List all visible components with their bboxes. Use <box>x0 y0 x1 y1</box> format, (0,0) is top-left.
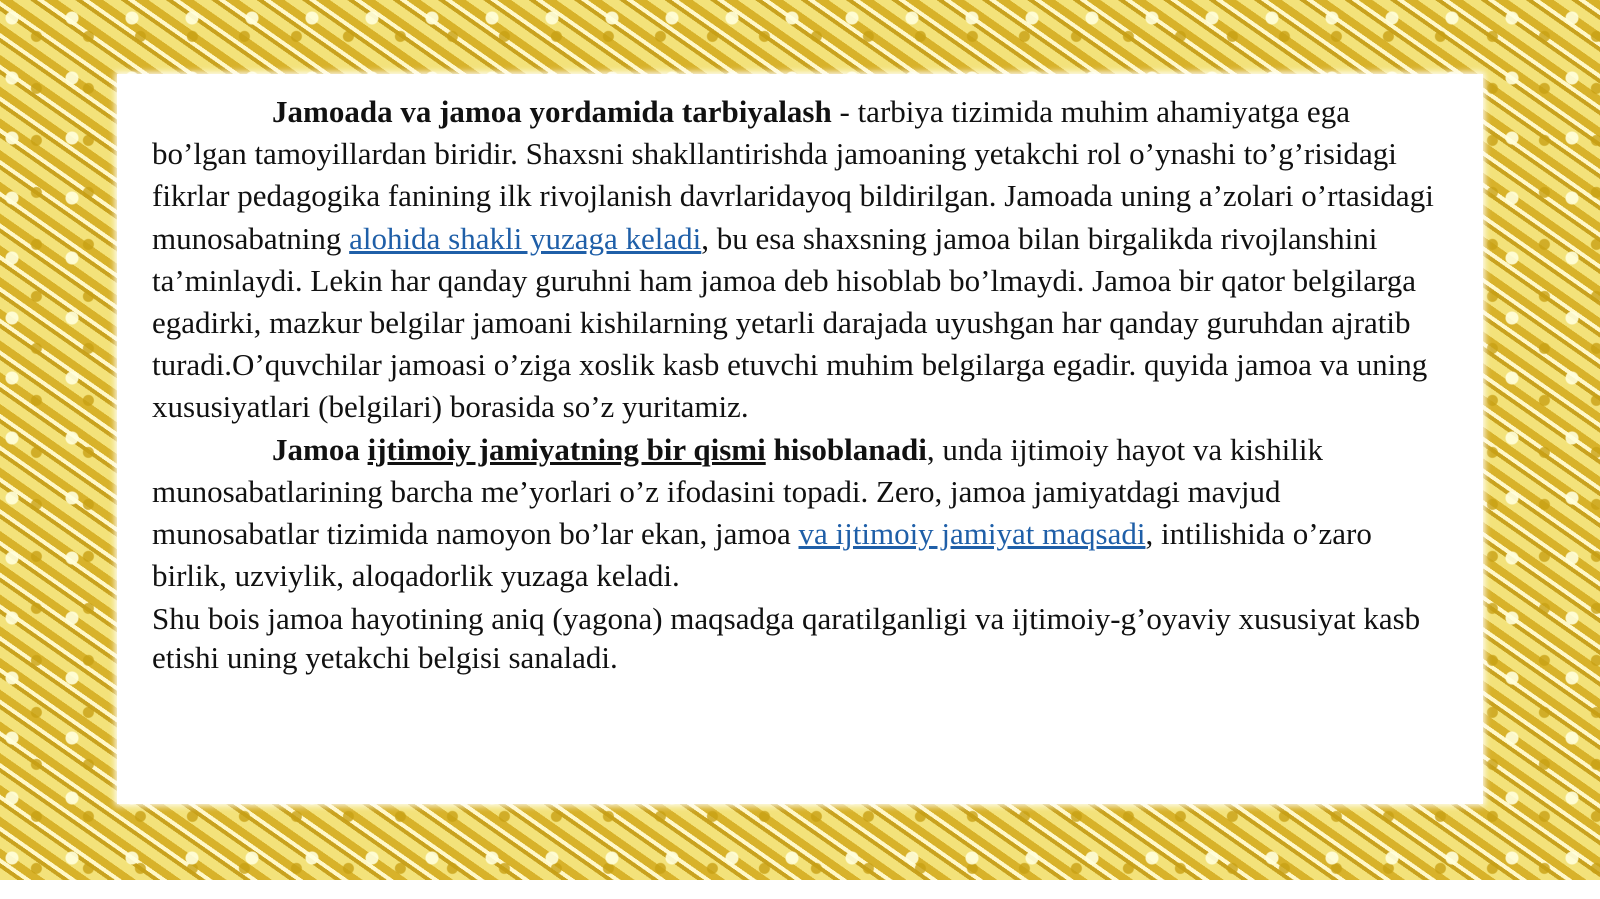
link-alohida-shakli[interactable]: alohida shakli yuzaga keladi <box>349 220 702 256</box>
paragraph-2-text-b: , intilishida o’zaro birlik, uzviylik, aloqadorlik yuzaga keladi. <box>152 516 1372 594</box>
paragraph-1 <box>152 91 1452 429</box>
paragraph-2-lead-end: hisoblanadi <box>765 431 927 467</box>
paragraph-3: Shu bois jamoa hayotining aniq (yagona) maqsadga qaratilganligi va ijtimoiy-g’oyaviy xususiyat kasb etishi uning yetakchi belgisi sanaladi. <box>152 601 1421 676</box>
paragraph-1-text-a: - tarbiya tizimida muhim ahamiyatga ega bo’lgan tamoyillardan biridir. Shaxsni shakllantirishda jamoaning yetakchi rol o’ynashi to’g’risidagi fikrlar pedagogika fanining ilk rivojlanish davrlaridayoq bildirilgan. Jamoada uning a’zolari o’rtasidagi munosabatning <box>152 94 1434 256</box>
paragraph-1-lead: Jamoada va jamoa yordamida tarbiyalash <box>272 94 832 129</box>
text-block <box>152 91 1452 677</box>
paragraph-2-text-a: , unda ijtimoiy hayot va kishilik munosabatlarining barcha me’yorlari o’z ifodasini topadi. Zero, jamoa jamiyatdagi mavjud munosabatlar tizimida namoyon bo’lar ekan, jamoa <box>152 431 1323 552</box>
bottom-margin <box>0 880 1600 899</box>
text-panel <box>117 74 1483 804</box>
link-ijtimoiy-jamiyat-maqsadi[interactable]: va ijtimoiy jamiyat maqsadi <box>798 516 1146 552</box>
paragraph-1-text-b: , bu esa shaxsning jamoa bilan birgalikda rivojlanshini ta’minlaydi. Lekin har qanday guruhni ham jamoa deb hisoblab bo’lmaydi. Jamoa bir qator belgilarga egadirki, mazkur belgilar jamoani kishilarning yetarli darajada uyushgan har qanday guruhdan ajratib turadi.O’quvchilar jamoasi o’ziga xoslik kasb etuvchi muhim belgilarga egadir. quyida jamoa va uning xususiyatlari (belgilari) borasida so’z yuritamiz. <box>152 220 1428 425</box>
paragraph-2-lead: Jamoa <box>272 431 368 467</box>
paragraph-2 <box>152 429 1452 598</box>
paragraph-2-lead-underlined: ijtimoiy jamiyatning bir qismi <box>367 431 766 467</box>
